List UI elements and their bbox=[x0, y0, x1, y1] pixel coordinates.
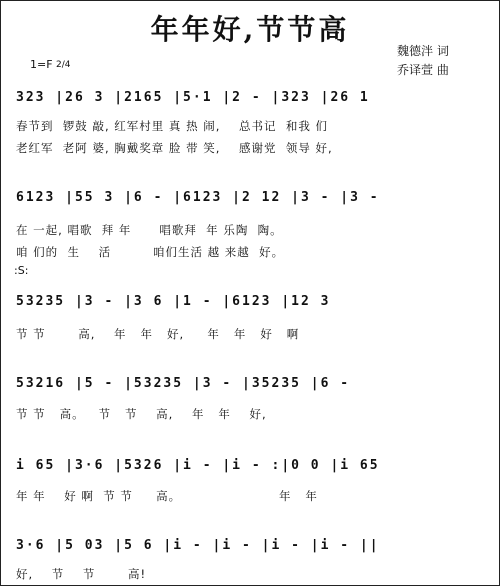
segno-mark: :S: bbox=[14, 264, 29, 277]
lyric-line-1b: 老红军 老阿 婆, 胸戴奖章 脸 带 笑, 感谢党 领导 好, bbox=[16, 141, 333, 155]
notation-line-5: i 65 |3·6 |5326 |i - |i - :|0 0 |i 65 bbox=[16, 458, 380, 473]
lyric-line-4: 节 节 高。 节 节 高, 年 年 好, bbox=[16, 407, 267, 421]
key-value: 1=F bbox=[30, 58, 53, 71]
lyric-line-5: 年 年 好 啊 节 节 高。 年 年 bbox=[16, 489, 318, 503]
composer-credit: 乔译萱 曲 bbox=[397, 63, 449, 77]
time-signature: 2/4 bbox=[56, 60, 71, 70]
notation-line-3: 53235 |3 - |3 6 |1 - |6123 |12 3 bbox=[16, 294, 331, 309]
lyric-line-2a: 在 一起, 唱歌 拜 年 唱歌拜 年 乐陶 陶。 bbox=[16, 223, 283, 237]
notation-line-4: 53216 |5 - |53235 |3 - |35235 |6 - bbox=[16, 376, 351, 391]
lyric-line-2b: 咱 们的 生 活 咱们生活 越 来越 好。 bbox=[16, 245, 285, 259]
lyric-line-6: 好, 节 节 高! bbox=[16, 567, 147, 581]
notation-line-6: 3·6 |5 03 |5 6 |i - |i - |i - |i - || bbox=[16, 538, 380, 553]
lyric-line-3: 节 节 高, 年 年 好, 年 年 好 啊 bbox=[16, 327, 300, 341]
lyricist-credit: 魏德泮 词 bbox=[397, 44, 449, 58]
lyric-line-1a: 春节到 锣鼓 敲, 红军村里 真 热 闹, 总书记 和我 们 bbox=[16, 119, 328, 133]
key-signature bbox=[30, 58, 71, 71]
notation-line-1: 323 |26 3 |2165 |5·1 |2 - |323 |26 1 bbox=[16, 90, 370, 105]
song-title: 年年好,节节高 bbox=[150, 13, 350, 46]
notation-line-2: 6123 |55 3 |6 - |6123 |2 12 |3 - |3 - bbox=[16, 190, 380, 205]
